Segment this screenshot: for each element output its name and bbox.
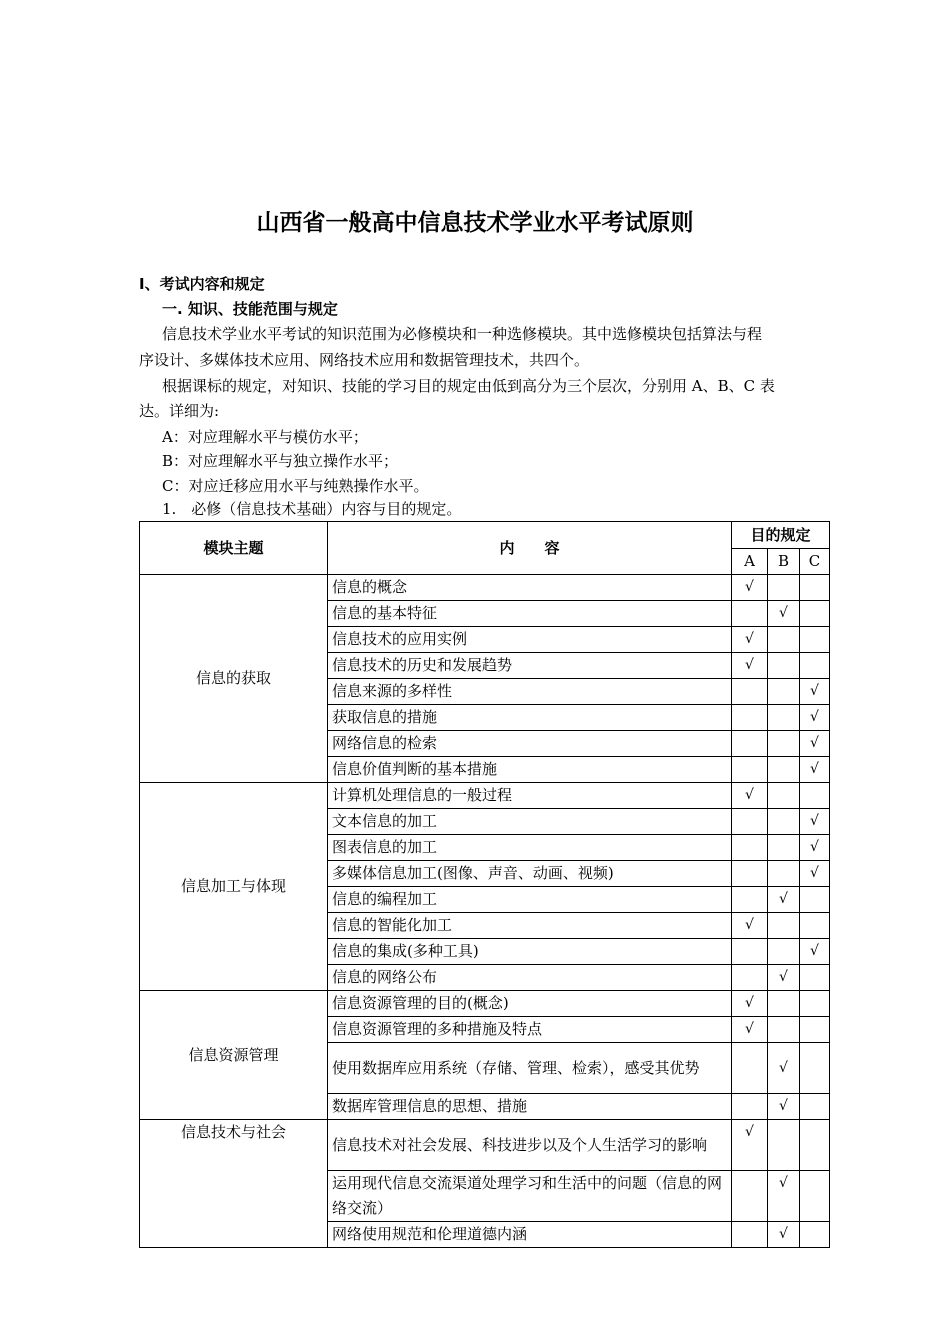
module-topic-cell: 信息加工与体现 <box>140 783 328 991</box>
header-goal: 目的规定 <box>732 522 830 549</box>
check-mark-icon: √ <box>810 761 819 777</box>
level-b-cell <box>768 991 800 1017</box>
content-cell: 多媒体信息加工(图像、声音、动画、视频) <box>328 861 732 887</box>
check-mark-icon: √ <box>810 839 819 855</box>
level-a-cell <box>732 1017 768 1043</box>
content-cell: 信息的集成(多种工具) <box>328 939 732 965</box>
level-b-description: B：对应理解水平与独立操作水平； <box>162 452 399 470</box>
content-cell: 信息的基本特征 <box>328 601 732 627</box>
level-a-cell <box>732 861 768 887</box>
paragraph-2-line-2: 达。详细为: <box>139 402 220 420</box>
level-c-cell <box>800 731 830 757</box>
level-c-cell <box>800 913 830 939</box>
level-a-description: A：对应理解水平与模仿水平； <box>162 428 368 446</box>
level-b-cell <box>768 627 800 653</box>
level-b-cell <box>768 887 800 913</box>
level-b-cell <box>768 913 800 939</box>
level-c-cell <box>800 783 830 809</box>
content-cell: 信息技术的历史和发展趋势 <box>328 653 732 679</box>
content-cell: 信息资源管理的目的(概念) <box>328 991 732 1017</box>
content-cell: 数据库管理信息的思想、措施 <box>328 1094 732 1120</box>
content-cell: 信息的概念 <box>328 575 732 601</box>
level-a-cell <box>732 913 768 939</box>
content-cell: 信息的编程加工 <box>328 887 732 913</box>
table-row <box>140 991 830 1017</box>
level-c-cell <box>800 991 830 1017</box>
level-c-cell <box>800 705 830 731</box>
level-b-cell <box>768 1043 800 1094</box>
level-b-cell <box>768 861 800 887</box>
level-b-cell <box>768 965 800 991</box>
level-b-cell <box>768 1017 800 1043</box>
check-mark-icon: √ <box>779 1175 788 1191</box>
paragraph-2-line-1: 根据课标的规定，对知识、技能的学习目的规定由低到高分为三个层次，分别用 A、B、C 表 <box>162 377 775 395</box>
header-level-a: A <box>732 549 768 575</box>
level-c-cell <box>800 1043 830 1094</box>
check-mark-icon: √ <box>810 683 819 699</box>
level-c-cell <box>800 1120 830 1171</box>
content-cell: 获取信息的措施 <box>328 705 732 731</box>
paragraph-1-line-2: 序设计、多媒体技术应用、网络技术应用和数据管理技术，共四个。 <box>139 351 590 369</box>
check-mark-icon: √ <box>810 943 819 959</box>
check-mark-icon: √ <box>745 657 754 673</box>
check-mark-icon: √ <box>745 1124 754 1140</box>
level-a-cell <box>732 705 768 731</box>
level-b-cell <box>768 835 800 861</box>
level-a-cell <box>732 1094 768 1120</box>
content-cell: 使用数据库应用系统（存储、管理、检索），感受其优势 <box>328 1043 732 1094</box>
level-b-cell <box>768 1094 800 1120</box>
header-level-c: C <box>800 549 830 575</box>
level-c-cell <box>800 809 830 835</box>
level-a-cell <box>732 757 768 783</box>
level-c-cell <box>800 601 830 627</box>
level-c-cell <box>800 679 830 705</box>
check-mark-icon: √ <box>810 709 819 725</box>
subsection-heading: 一. 知识、技能范围与规定 <box>162 300 338 318</box>
level-b-cell <box>768 575 800 601</box>
level-a-cell <box>732 1222 768 1248</box>
level-a-cell <box>732 965 768 991</box>
level-b-cell <box>768 653 800 679</box>
content-cell: 图表信息的加工 <box>328 835 732 861</box>
content-cell: 网络信息的检索 <box>328 731 732 757</box>
level-c-cell <box>800 861 830 887</box>
table-header-row <box>140 522 830 549</box>
level-a-cell <box>732 991 768 1017</box>
content-cell: 信息技术对社会发展、科技进步以及个人生活学习的影响 <box>328 1120 732 1171</box>
level-a-cell <box>732 627 768 653</box>
check-mark-icon: √ <box>779 1059 788 1076</box>
content-cell: 信息技术的应用实例 <box>328 627 732 653</box>
content-cell: 信息的智能化加工 <box>328 913 732 939</box>
level-a-cell <box>732 783 768 809</box>
check-mark-icon: √ <box>779 969 788 985</box>
level-c-cell <box>800 757 830 783</box>
level-c-description: C：对应迁移应用水平与纯熟操作水平。 <box>162 477 429 495</box>
check-mark-icon: √ <box>745 579 754 595</box>
level-b-cell <box>768 1120 800 1171</box>
level-a-cell <box>732 1120 768 1171</box>
level-b-cell <box>768 809 800 835</box>
level-a-cell <box>732 731 768 757</box>
level-a-cell <box>732 835 768 861</box>
module-topic-cell: 信息资源管理 <box>140 991 328 1120</box>
content-cell: 信息来源的多样性 <box>328 679 732 705</box>
requirements-table <box>139 521 830 1248</box>
level-b-cell <box>768 757 800 783</box>
level-b-cell <box>768 783 800 809</box>
level-b-cell <box>768 1171 800 1222</box>
level-c-cell <box>800 575 830 601</box>
level-b-cell <box>768 1222 800 1248</box>
content-cell: 信息价值判断的基本措施 <box>328 757 732 783</box>
level-c-cell <box>800 939 830 965</box>
check-mark-icon: √ <box>810 813 819 829</box>
table-row <box>140 783 830 809</box>
check-mark-icon: √ <box>779 605 788 621</box>
check-mark-icon: √ <box>779 891 788 907</box>
level-c-cell <box>800 1017 830 1043</box>
level-c-cell <box>800 627 830 653</box>
level-b-cell <box>768 679 800 705</box>
level-a-cell <box>732 809 768 835</box>
level-b-cell <box>768 731 800 757</box>
check-mark-icon: √ <box>810 735 819 751</box>
level-c-cell <box>800 835 830 861</box>
level-a-cell <box>732 601 768 627</box>
check-mark-icon: √ <box>745 917 754 933</box>
content-cell: 网络使用规范和伦理道德内涵 <box>328 1222 732 1248</box>
section-heading: Ⅰ、考试内容和规定 <box>139 275 265 293</box>
level-a-cell <box>732 575 768 601</box>
level-a-cell <box>732 1043 768 1094</box>
level-b-cell <box>768 705 800 731</box>
table-row <box>140 1120 830 1171</box>
level-a-cell <box>732 887 768 913</box>
level-b-cell <box>768 939 800 965</box>
paragraph-1-line-1: 信息技术学业水平考试的知识范围为必修模块和一种选修模块。其中选修模块包括算法与程 <box>162 325 763 343</box>
module-topic-cell: 信息技术与社会 <box>140 1120 328 1248</box>
level-a-cell <box>732 939 768 965</box>
level-a-cell <box>732 679 768 705</box>
check-mark-icon: √ <box>745 995 754 1011</box>
check-mark-icon: √ <box>745 787 754 803</box>
level-c-cell <box>800 965 830 991</box>
content-cell: 计算机处理信息的一般过程 <box>328 783 732 809</box>
check-mark-icon: √ <box>810 865 819 881</box>
level-c-cell <box>800 653 830 679</box>
page-title: 山西省一般高中信息技术学业水平考试原则 <box>256 210 694 236</box>
level-c-cell <box>800 887 830 913</box>
level-c-cell <box>800 1171 830 1222</box>
level-a-cell <box>732 653 768 679</box>
module-topic-cell: 信息的获取 <box>140 575 328 783</box>
header-module: 模块主题 <box>140 522 328 575</box>
table-caption: 1. 必修（信息技术基础）内容与目的规定。 <box>162 500 462 518</box>
level-c-cell <box>800 1222 830 1248</box>
header-content: 内 容 <box>328 522 732 575</box>
content-cell: 信息的网络公布 <box>328 965 732 991</box>
level-a-cell <box>732 1171 768 1222</box>
check-mark-icon: √ <box>779 1098 788 1114</box>
table-row <box>140 575 830 601</box>
level-b-cell <box>768 601 800 627</box>
content-cell: 运用现代信息交流渠道处理学习和生活中的问题（信息的网络交流） <box>328 1171 732 1222</box>
level-c-cell <box>800 1094 830 1120</box>
header-level-b: B <box>768 549 800 575</box>
check-mark-icon: √ <box>779 1226 788 1242</box>
content-cell: 文本信息的加工 <box>328 809 732 835</box>
content-cell: 信息资源管理的多种措施及特点 <box>328 1017 732 1043</box>
check-mark-icon: √ <box>745 631 754 647</box>
check-mark-icon: √ <box>745 1021 754 1037</box>
